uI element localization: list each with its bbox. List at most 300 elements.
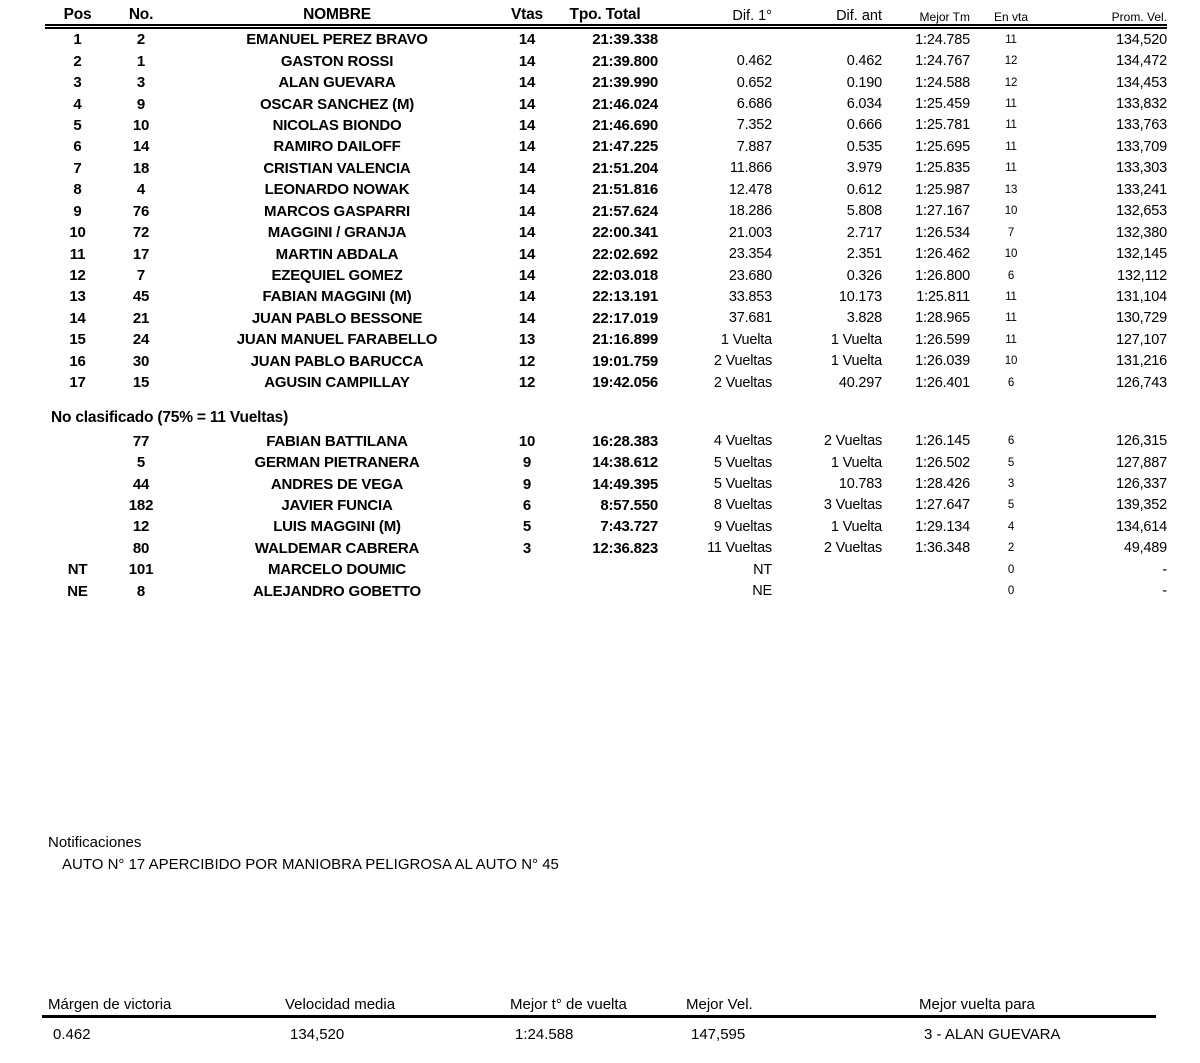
cell-best-lap-num: 6 <box>1007 376 1015 389</box>
table-row <box>45 115 1167 136</box>
not-classified-heading: No clasificado (75% = 11 Vueltas) <box>51 409 289 427</box>
cell-pos: 4 <box>73 95 82 113</box>
cell-car-number: 7 <box>136 267 146 285</box>
cell-avg-speed: 139,352 <box>1115 497 1167 514</box>
cell-driver-name: JUAN MANUEL FARABELLO <box>236 331 438 349</box>
cell-gap-to-first: 4 Vueltas <box>713 433 772 450</box>
cell-best-lap-num: 4 <box>1007 520 1015 533</box>
cell-car-number: 14 <box>132 138 150 156</box>
cell-laps: 14 <box>518 74 536 92</box>
cell-gap-to-first: 7.352 <box>736 117 772 134</box>
cell-gap-to-prev: 0.326 <box>846 267 882 284</box>
cell-laps: 9 <box>522 475 532 493</box>
cell-best-lap: 1:28.965 <box>915 310 970 327</box>
col-header-tpo: Tpo. Total <box>552 1 658 27</box>
table-row <box>45 72 1167 93</box>
col-header-mejortm: Mejor Tm <box>882 1 970 27</box>
cell-pos: 14 <box>69 309 86 327</box>
cell-car-number: 17 <box>132 245 150 263</box>
cell-laps <box>502 559 552 580</box>
cell-pos <box>45 430 110 451</box>
cell-gap-to-prev: 1 Vuelta <box>830 331 882 348</box>
table-row <box>45 495 1167 516</box>
cell-total-time <box>552 559 658 580</box>
cell-gap-to-prev: 3.828 <box>846 310 882 327</box>
cell-driver-name: WALDEMAR CABRERA <box>254 539 420 557</box>
table-row <box>45 93 1167 114</box>
cell-avg-speed: 134,472 <box>1115 53 1167 70</box>
cell-total-time: 21:46.024 <box>592 95 658 113</box>
cell-best-lap-num: 0 <box>1007 563 1015 576</box>
cell-gap-to-first: 2 Vueltas <box>713 374 772 391</box>
cell-driver-name: MARCOS GASPARRI <box>264 202 410 220</box>
table-row <box>45 430 1167 451</box>
cell-pos <box>45 452 110 473</box>
notifications-section <box>48 834 559 873</box>
cell-total-time: 21:39.800 <box>592 52 658 70</box>
cell-gap-to-first: 8 Vueltas <box>713 497 772 514</box>
summary-best-lap-driver <box>919 996 1061 1043</box>
cell-pos: 17 <box>69 374 86 392</box>
cell-car-number: 44 <box>132 475 150 493</box>
cell-car-number: 1 <box>136 52 146 70</box>
cell-laps: 14 <box>518 181 536 199</box>
summary-label: Velocidad media <box>285 996 396 1013</box>
summary-label: Márgen de victoria <box>48 996 172 1013</box>
cell-best-lap-num: 11 <box>1005 119 1017 132</box>
cell-best-lap-num: 13 <box>1004 183 1018 196</box>
cell-avg-speed: 133,709 <box>1115 138 1167 155</box>
cell-gap-to-first: 0.652 <box>736 74 772 91</box>
cell-gap-to-prev: 10.783 <box>838 476 882 493</box>
cell-gap-to-first: 18.286 <box>728 203 772 220</box>
cell-driver-name: MAGGINI / GRANJA <box>267 224 407 242</box>
cell-best-lap-num: 6 <box>1007 269 1015 282</box>
cell-best-lap: 1:27.647 <box>915 497 970 514</box>
cell-avg-speed: - <box>1162 561 1167 578</box>
cell-driver-name: AGUSIN CAMPILLAY <box>264 374 410 392</box>
cell-car-number: 18 <box>132 159 150 177</box>
cell-avg-speed: 127,887 <box>1115 454 1167 471</box>
results-header <box>45 1 1167 27</box>
cell-car-number: 15 <box>132 374 150 392</box>
notifications-title: Notificaciones <box>48 834 142 851</box>
cell-gap-to-first: 6.686 <box>736 96 772 113</box>
cell-pos: 1 <box>73 31 82 49</box>
cell-gap-to-prev: 3.979 <box>846 160 882 177</box>
cell-best-lap-num: 11 <box>1005 312 1017 325</box>
cell-pos: 9 <box>73 202 82 220</box>
cell-driver-name: GERMAN PIETRANERA <box>254 454 420 472</box>
results-table <box>45 1 1167 602</box>
cell-avg-speed: 132,112 <box>1117 267 1167 284</box>
cell-laps: 3 <box>522 539 532 557</box>
summary-victory-margin <box>48 996 172 1043</box>
cell-driver-name: JAVIER FUNCIA <box>281 496 393 514</box>
cell-best-lap-num: 10 <box>1004 355 1018 368</box>
cell-best-lap-num: 2 <box>1007 542 1015 555</box>
cell-best-lap-num: 12 <box>1004 55 1018 68</box>
cell-gap-to-first: 21.003 <box>728 224 772 241</box>
cell-laps: 12 <box>518 374 536 392</box>
notification-item: AUTO N° 17 APERCIBIDO POR MANIOBRA PELIGROSA AL AUTO N° 45 <box>62 856 559 873</box>
cell-car-number: 182 <box>128 496 154 514</box>
cell-best-lap: 1:24.588 <box>915 74 970 91</box>
cell-gap-to-prev: 6.034 <box>846 96 882 113</box>
cell-avg-speed: 132,145 <box>1115 246 1167 263</box>
cell-avg-speed: 134,614 <box>1115 518 1167 535</box>
cell-driver-name: NICOLAS BIONDO <box>272 116 402 134</box>
summary-value: 134,520 <box>290 1026 345 1043</box>
col-header-vtas: Vtas <box>502 1 552 27</box>
cell-laps: 5 <box>522 518 532 536</box>
cell-car-number: 80 <box>132 539 150 557</box>
col-header-promvel: Prom. Vel. <box>1052 1 1167 27</box>
cell-driver-name: JUAN PABLO BESSONE <box>251 309 423 327</box>
cell-gap-to-first: 0.462 <box>736 53 772 70</box>
cell-laps: 14 <box>518 245 536 263</box>
cell-car-number: 21 <box>132 309 150 327</box>
cell-pos: 5 <box>73 116 82 134</box>
cell-gap-to-prev: 10.173 <box>838 288 882 305</box>
cell-best-lap-num: 11 <box>1005 290 1017 303</box>
table-row <box>45 559 1167 580</box>
cell-gap-to-first: 5 Vueltas <box>713 476 772 493</box>
table-row <box>45 516 1167 537</box>
cell-car-number: 12 <box>132 518 150 536</box>
cell-car-number: 10 <box>132 116 150 134</box>
cell-total-time: 21:47.225 <box>592 138 658 156</box>
cell-total-time: 7:43.727 <box>600 518 658 536</box>
cell-car-number: 77 <box>132 432 150 450</box>
cell-avg-speed: 130,729 <box>1115 310 1167 327</box>
cell-best-lap: 1:25.987 <box>915 181 970 198</box>
classified-rows <box>45 27 1167 394</box>
cell-pos: 16 <box>69 352 86 370</box>
cell-gap-to-first: 11 Vueltas <box>707 540 772 557</box>
cell-gap-to-first: 7.887 <box>736 138 772 155</box>
cell-gap-to-first: 12.478 <box>728 181 772 198</box>
cell-avg-speed: 132,380 <box>1115 224 1167 241</box>
cell-driver-name: OSCAR SANCHEZ (M) <box>259 95 415 113</box>
cell-avg-speed: 133,763 <box>1115 117 1167 134</box>
cell-best-lap: 1:26.145 <box>915 433 970 450</box>
cell-total-time: 21:51.816 <box>592 181 658 199</box>
table-row <box>45 27 1167 51</box>
table-row <box>45 308 1167 329</box>
col-header-pos: Pos <box>45 1 110 27</box>
cell-best-lap: 1:26.401 <box>915 374 970 391</box>
cell-pos <box>45 538 110 559</box>
cell-laps: 13 <box>518 331 536 349</box>
cell-pos: 8 <box>73 181 82 199</box>
cell-driver-name: EMANUEL PEREZ BRAVO <box>246 31 428 49</box>
cell-total-time: 22:03.018 <box>592 267 658 285</box>
cell-pos: NT <box>67 561 88 579</box>
cell-driver-name: MARCELO DOUMIC <box>267 561 407 579</box>
cell-car-number: 2 <box>136 31 146 49</box>
cell-total-time: 21:57.624 <box>592 202 658 220</box>
table-row <box>45 201 1167 222</box>
cell-pos <box>45 495 110 516</box>
summary-best-lap-time <box>510 996 627 1043</box>
section-heading-row <box>45 406 1167 430</box>
cell-car-number: 76 <box>132 202 150 220</box>
cell-car-number: 30 <box>132 352 150 370</box>
cell-total-time: 21:16.899 <box>592 331 658 349</box>
summary-value: 1:24.588 <box>515 1026 574 1043</box>
cell-gap-to-prev: 1 Vuelta <box>830 454 882 471</box>
cell-avg-speed: - <box>1162 583 1167 600</box>
summary-label: Mejor Vel. <box>686 996 753 1013</box>
cell-driver-name: CRISTIAN VALENCIA <box>263 159 411 177</box>
summary-label: Mejor t° de vuelta <box>510 996 627 1013</box>
cell-gap-to-prev <box>772 27 882 51</box>
cell-avg-speed: 133,832 <box>1115 96 1167 113</box>
cell-avg-speed: 132,653 <box>1115 203 1167 220</box>
cell-laps: 9 <box>522 454 532 472</box>
cell-driver-name: GASTON ROSSI <box>280 52 394 70</box>
cell-best-lap-num: 5 <box>1007 499 1015 512</box>
cell-driver-name: LEONARDO NOWAK <box>264 181 410 199</box>
cell-gap-to-prev <box>772 581 882 602</box>
table-row <box>45 265 1167 286</box>
cell-best-lap: 1:26.502 <box>915 454 970 471</box>
cell-car-number: 4 <box>136 181 146 199</box>
table-row <box>45 473 1167 494</box>
cell-car-number: 8 <box>136 582 146 600</box>
cell-laps: 14 <box>518 95 536 113</box>
cell-best-lap: 1:26.462 <box>915 246 970 263</box>
cell-gap-to-first: 5 Vueltas <box>713 454 772 471</box>
cell-best-lap <box>882 559 970 580</box>
cell-total-time: 19:42.056 <box>592 374 658 392</box>
cell-best-lap: 1:26.599 <box>915 331 970 348</box>
cell-total-time: 21:46.690 <box>592 116 658 134</box>
cell-total-time: 21:51.204 <box>592 159 658 177</box>
cell-best-lap-num: 10 <box>1004 248 1018 261</box>
cell-driver-name: FABIAN MAGGINI (M) <box>262 288 412 306</box>
cell-pos: 10 <box>69 224 86 242</box>
cell-gap-to-first: 2 Vueltas <box>713 353 772 370</box>
cell-pos: 11 <box>69 245 86 263</box>
cell-gap-to-first: 1 Vuelta <box>720 331 772 348</box>
col-header-no: No. <box>110 1 172 27</box>
summary-value: 3 - ALAN GUEVARA <box>924 1026 1061 1043</box>
summary-label: Mejor vuelta para <box>919 996 1035 1013</box>
table-row <box>45 351 1167 372</box>
cell-driver-name: JUAN PABLO BARUCCA <box>250 352 424 370</box>
cell-gap-to-prev: 2 Vueltas <box>823 433 882 450</box>
table-row <box>45 372 1167 393</box>
cell-best-lap: 1:25.781 <box>915 117 970 134</box>
cell-gap-to-first: 37.681 <box>728 310 772 327</box>
cell-best-lap: 1:25.459 <box>915 96 970 113</box>
cell-pos: 15 <box>69 331 86 349</box>
cell-pos: 13 <box>69 288 86 306</box>
cell-gap-to-prev: 0.190 <box>846 74 882 91</box>
cell-gap-to-first: 11.866 <box>729 160 772 177</box>
cell-best-lap-num: 11 <box>1005 33 1017 46</box>
cell-driver-name: FABIAN BATTILANA <box>266 432 408 450</box>
cell-total-time: 19:01.759 <box>592 352 658 370</box>
cell-best-lap: 1:26.039 <box>915 353 970 370</box>
cell-best-lap <box>882 581 970 602</box>
table-row <box>45 50 1167 71</box>
cell-best-lap: 1:26.800 <box>915 267 970 284</box>
cell-best-lap: 1:25.811 <box>916 288 970 305</box>
cell-driver-name: ANDRES DE VEGA <box>270 475 404 493</box>
cell-laps: 14 <box>518 202 536 220</box>
cell-car-number: 9 <box>136 95 146 113</box>
table-row <box>45 179 1167 200</box>
cell-best-lap-num: 6 <box>1007 435 1015 448</box>
cell-best-lap: 1:28.426 <box>915 476 970 493</box>
cell-gap-to-first: 33.853 <box>728 288 772 305</box>
cell-laps: 14 <box>518 159 536 177</box>
cell-total-time <box>552 581 658 602</box>
col-header-difant: Dif. ant <box>772 1 882 27</box>
cell-total-time: 21:39.990 <box>592 74 658 92</box>
cell-avg-speed: 131,104 <box>1115 288 1167 305</box>
cell-best-lap-num: 11 <box>1005 333 1017 346</box>
cell-avg-speed: 134,520 <box>1115 31 1167 48</box>
cell-best-lap: 1:24.785 <box>915 31 970 48</box>
cell-gap-to-first: NT <box>753 561 772 578</box>
cell-car-number: 72 <box>132 224 150 242</box>
cell-best-lap-num: 3 <box>1007 478 1015 491</box>
cell-pos: 3 <box>73 74 82 92</box>
cell-gap-to-first: NE <box>752 583 772 600</box>
cell-gap-to-prev: 5.808 <box>846 203 882 220</box>
cell-driver-name: MARTIN ABDALA <box>275 245 399 263</box>
cell-avg-speed: 49,489 <box>1123 540 1167 557</box>
cell-laps <box>502 581 552 602</box>
summary-avg-speed <box>285 996 396 1043</box>
cell-laps: 14 <box>518 309 536 327</box>
table-row <box>45 243 1167 264</box>
cell-gap-to-prev: 2.717 <box>846 224 882 241</box>
cell-gap-to-first <box>658 27 772 51</box>
cell-total-time: 21:39.338 <box>592 31 658 49</box>
table-row <box>45 329 1167 350</box>
cell-total-time: 16:28.383 <box>592 432 658 450</box>
cell-best-lap: 1:26.534 <box>915 224 970 241</box>
cell-driver-name: RAMIRO DAILOFF <box>273 138 401 156</box>
cell-car-number: 101 <box>128 561 154 579</box>
summary-value: 0.462 <box>53 1026 91 1043</box>
cell-gap-to-prev: 0.666 <box>846 117 882 134</box>
cell-gap-to-prev: 2.351 <box>846 246 882 263</box>
cell-avg-speed: 126,743 <box>1115 374 1167 391</box>
cell-gap-to-first: 9 Vueltas <box>713 518 772 535</box>
table-row <box>45 538 1167 559</box>
cell-avg-speed: 127,107 <box>1115 331 1167 348</box>
table-row <box>45 286 1167 307</box>
table-row <box>45 581 1167 602</box>
summary-value: 147,595 <box>691 1026 746 1043</box>
cell-pos <box>45 473 110 494</box>
col-header-dif1: Dif. 1° <box>658 1 772 27</box>
cell-avg-speed: 133,241 <box>1115 181 1167 198</box>
summary-best-speed <box>686 996 753 1043</box>
cell-laps: 14 <box>518 224 536 242</box>
cell-pos: 7 <box>73 159 82 177</box>
cell-laps: 14 <box>518 52 536 70</box>
cell-total-time: 8:57.550 <box>600 496 658 514</box>
cell-car-number: 24 <box>132 331 150 349</box>
cell-laps: 14 <box>518 288 536 306</box>
cell-gap-to-first: 23.680 <box>728 267 772 284</box>
cell-laps: 14 <box>518 138 536 156</box>
cell-best-lap: 1:36.348 <box>915 540 970 557</box>
cell-gap-to-prev: 1 Vuelta <box>830 353 882 370</box>
table-row <box>45 136 1167 157</box>
cell-best-lap: 1:29.134 <box>915 518 970 535</box>
cell-gap-to-prev: 0.462 <box>846 53 882 70</box>
cell-gap-to-prev: 40.297 <box>838 374 882 391</box>
cell-driver-name: ALEJANDRO GOBETTO <box>252 582 421 600</box>
cell-driver-name: EZEQUIEL GOMEZ <box>271 267 403 285</box>
cell-driver-name: LUIS MAGGINI (M) <box>273 518 401 536</box>
cell-pos: 6 <box>73 138 82 156</box>
cell-pos: 12 <box>69 267 86 285</box>
cell-gap-to-prev: 0.535 <box>846 138 882 155</box>
cell-best-lap-num: 11 <box>1005 140 1017 153</box>
cell-best-lap-num: 11 <box>1005 98 1017 111</box>
cell-best-lap-num: 5 <box>1007 456 1015 469</box>
cell-total-time: 22:02.692 <box>592 245 658 263</box>
cell-car-number: 5 <box>136 454 146 472</box>
cell-best-lap-num: 10 <box>1004 205 1018 218</box>
cell-best-lap-num: 0 <box>1007 585 1015 598</box>
cell-best-lap-num: 11 <box>1005 162 1017 175</box>
gap-row <box>45 393 1167 406</box>
cell-pos <box>45 516 110 537</box>
cell-total-time: 14:38.612 <box>592 454 658 472</box>
cell-gap-to-prev <box>772 559 882 580</box>
cell-gap-to-prev: 0.612 <box>846 181 882 198</box>
cell-best-lap-num: 7 <box>1007 226 1015 239</box>
cell-best-lap-num: 12 <box>1004 76 1018 89</box>
cell-avg-speed: 131,216 <box>1115 353 1167 370</box>
cell-total-time: 12:36.823 <box>592 539 658 557</box>
cell-laps: 12 <box>518 352 536 370</box>
section-divider <box>45 393 1167 430</box>
cell-best-lap: 1:25.695 <box>915 138 970 155</box>
header-row <box>45 1 1167 27</box>
cell-total-time: 22:13.191 <box>592 288 658 306</box>
cell-best-lap: 1:24.767 <box>915 53 970 70</box>
cell-laps: 10 <box>518 432 536 450</box>
cell-avg-speed: 126,337 <box>1115 476 1167 493</box>
summary-section <box>42 996 1156 1056</box>
cell-total-time: 22:17.019 <box>592 309 658 327</box>
cell-avg-speed: 133,303 <box>1115 160 1167 177</box>
cell-laps: 14 <box>518 116 536 134</box>
cell-gap-to-first: 23.354 <box>728 246 772 263</box>
cell-pos: 2 <box>73 52 82 70</box>
cell-driver-name: ALAN GUEVARA <box>278 74 396 92</box>
table-row <box>45 158 1167 179</box>
cell-laps: 14 <box>518 267 536 285</box>
cell-car-number: 3 <box>136 74 146 92</box>
col-header-nombre: NOMBRE <box>172 1 502 27</box>
cell-car-number: 45 <box>132 288 150 306</box>
cell-gap-to-prev: 1 Vuelta <box>830 518 882 535</box>
cell-best-lap: 1:25.835 <box>915 160 970 177</box>
cell-laps: 6 <box>522 496 532 514</box>
